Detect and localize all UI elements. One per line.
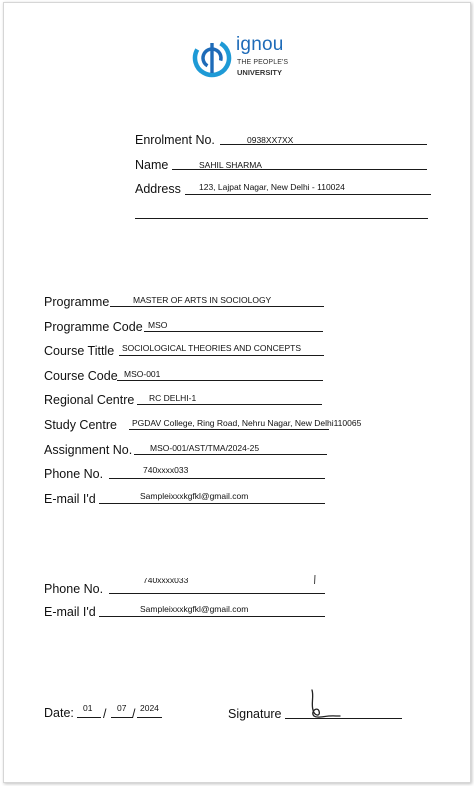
- programme-code-label: Programme Code: [44, 320, 143, 334]
- assignment-value: MSO-001/AST/TMA/2024-25: [150, 443, 260, 453]
- logo-wordmark: ignou: [236, 34, 284, 55]
- logo-tagline-line1: THE PEOPLE'S: [237, 59, 289, 66]
- email-repeat-underline: [99, 616, 325, 617]
- pen-stroke-mark: [312, 574, 318, 586]
- email-row: [44, 492, 344, 510]
- address-underline: [185, 194, 431, 195]
- phone-label: Phone No.: [44, 467, 104, 481]
- regional-centre-label: Regional Centre: [44, 393, 135, 407]
- handwritten-signature: [302, 686, 346, 722]
- course-code-label: Course Code: [44, 369, 118, 383]
- phone-value: 740xxxx033: [143, 465, 189, 475]
- date-year-underline: [137, 717, 162, 718]
- phone-repeat-label: Phone No.: [44, 582, 104, 596]
- regional-centre-underline: [137, 404, 322, 405]
- ignou-logo: [191, 34, 301, 82]
- phone-row: [44, 467, 344, 485]
- signature-label: Signature: [228, 707, 282, 721]
- enrolment-label: Enrolment No.: [135, 133, 215, 147]
- programme-underline: [110, 306, 324, 307]
- programme-label: Programme: [44, 295, 110, 309]
- date-separator-1: /: [103, 707, 107, 721]
- study-centre-value: PGDAV College, Ring Road, Nehru Nagar, New Delhi110065: [132, 418, 362, 428]
- assignment-underline: [134, 454, 327, 455]
- email-repeat-value: Sampleixxxkgfkl@gmail.com: [140, 604, 249, 614]
- ignou-emblem-icon: [191, 38, 233, 78]
- date-day-underline: [77, 717, 101, 718]
- programme-value: MASTER OF ARTS IN SOCIOLOGY: [133, 295, 272, 305]
- address-row: [135, 182, 435, 200]
- programme-code-value: MSO: [148, 320, 168, 330]
- study-centre-underline: [129, 429, 329, 430]
- assignment-row: [44, 443, 344, 461]
- email-value: Sampleixxxkgfkl@gmail.com: [140, 491, 249, 501]
- course-title-row: [44, 344, 344, 362]
- name-row: [135, 158, 435, 176]
- course-title-value: SOCIOLOGICAL THEORIES AND CONCEPTS: [122, 343, 302, 353]
- programme-code-underline: [144, 331, 323, 332]
- phone-repeat-row: [44, 578, 344, 600]
- assignment-label: Assignment No.: [44, 443, 133, 457]
- logo-tagline-line2: UNIVERSITY: [237, 68, 283, 77]
- name-label: Name: [135, 158, 169, 172]
- phone-underline: [109, 478, 325, 479]
- regional-centre-row: [44, 393, 344, 411]
- email-repeat-row: [44, 605, 344, 623]
- date-month-underline: [111, 717, 133, 718]
- date-day: 01: [83, 703, 93, 713]
- programme-code-row: [44, 320, 344, 338]
- address-second-line: [135, 218, 428, 219]
- name-value: SAHIL SHARMA: [199, 160, 262, 170]
- course-code-value: MSO-001: [124, 369, 161, 379]
- address-value: 123, Lajpat Nagar, New Delhi - 110024: [199, 182, 345, 192]
- course-title-underline: [119, 355, 324, 356]
- enrolment-row: [135, 133, 435, 151]
- course-code-underline: [117, 380, 323, 381]
- course-title-label: Course Tittle: [44, 344, 115, 358]
- address-label: Address: [135, 182, 181, 196]
- date-label: Date:: [44, 706, 74, 720]
- study-centre-label: Study Centre: [44, 418, 117, 432]
- date-separator-2: /: [132, 707, 136, 721]
- date-row: [44, 703, 174, 724]
- date-year: 2024: [140, 703, 159, 713]
- enrolment-value: 0938XX7XX: [247, 135, 294, 145]
- date-month: 07: [117, 703, 127, 713]
- programme-row: [44, 295, 344, 313]
- regional-centre-value: RC DELHI-1: [149, 393, 197, 403]
- phone-repeat-value: 740xxxx033: [143, 578, 189, 585]
- email-repeat-label: E-mail I'd: [44, 605, 96, 619]
- phone-repeat-underline: [109, 593, 325, 594]
- course-code-row: [44, 369, 344, 387]
- email-label: E-mail I'd: [44, 492, 96, 506]
- email-underline: [99, 503, 325, 504]
- study-centre-row: [44, 418, 384, 436]
